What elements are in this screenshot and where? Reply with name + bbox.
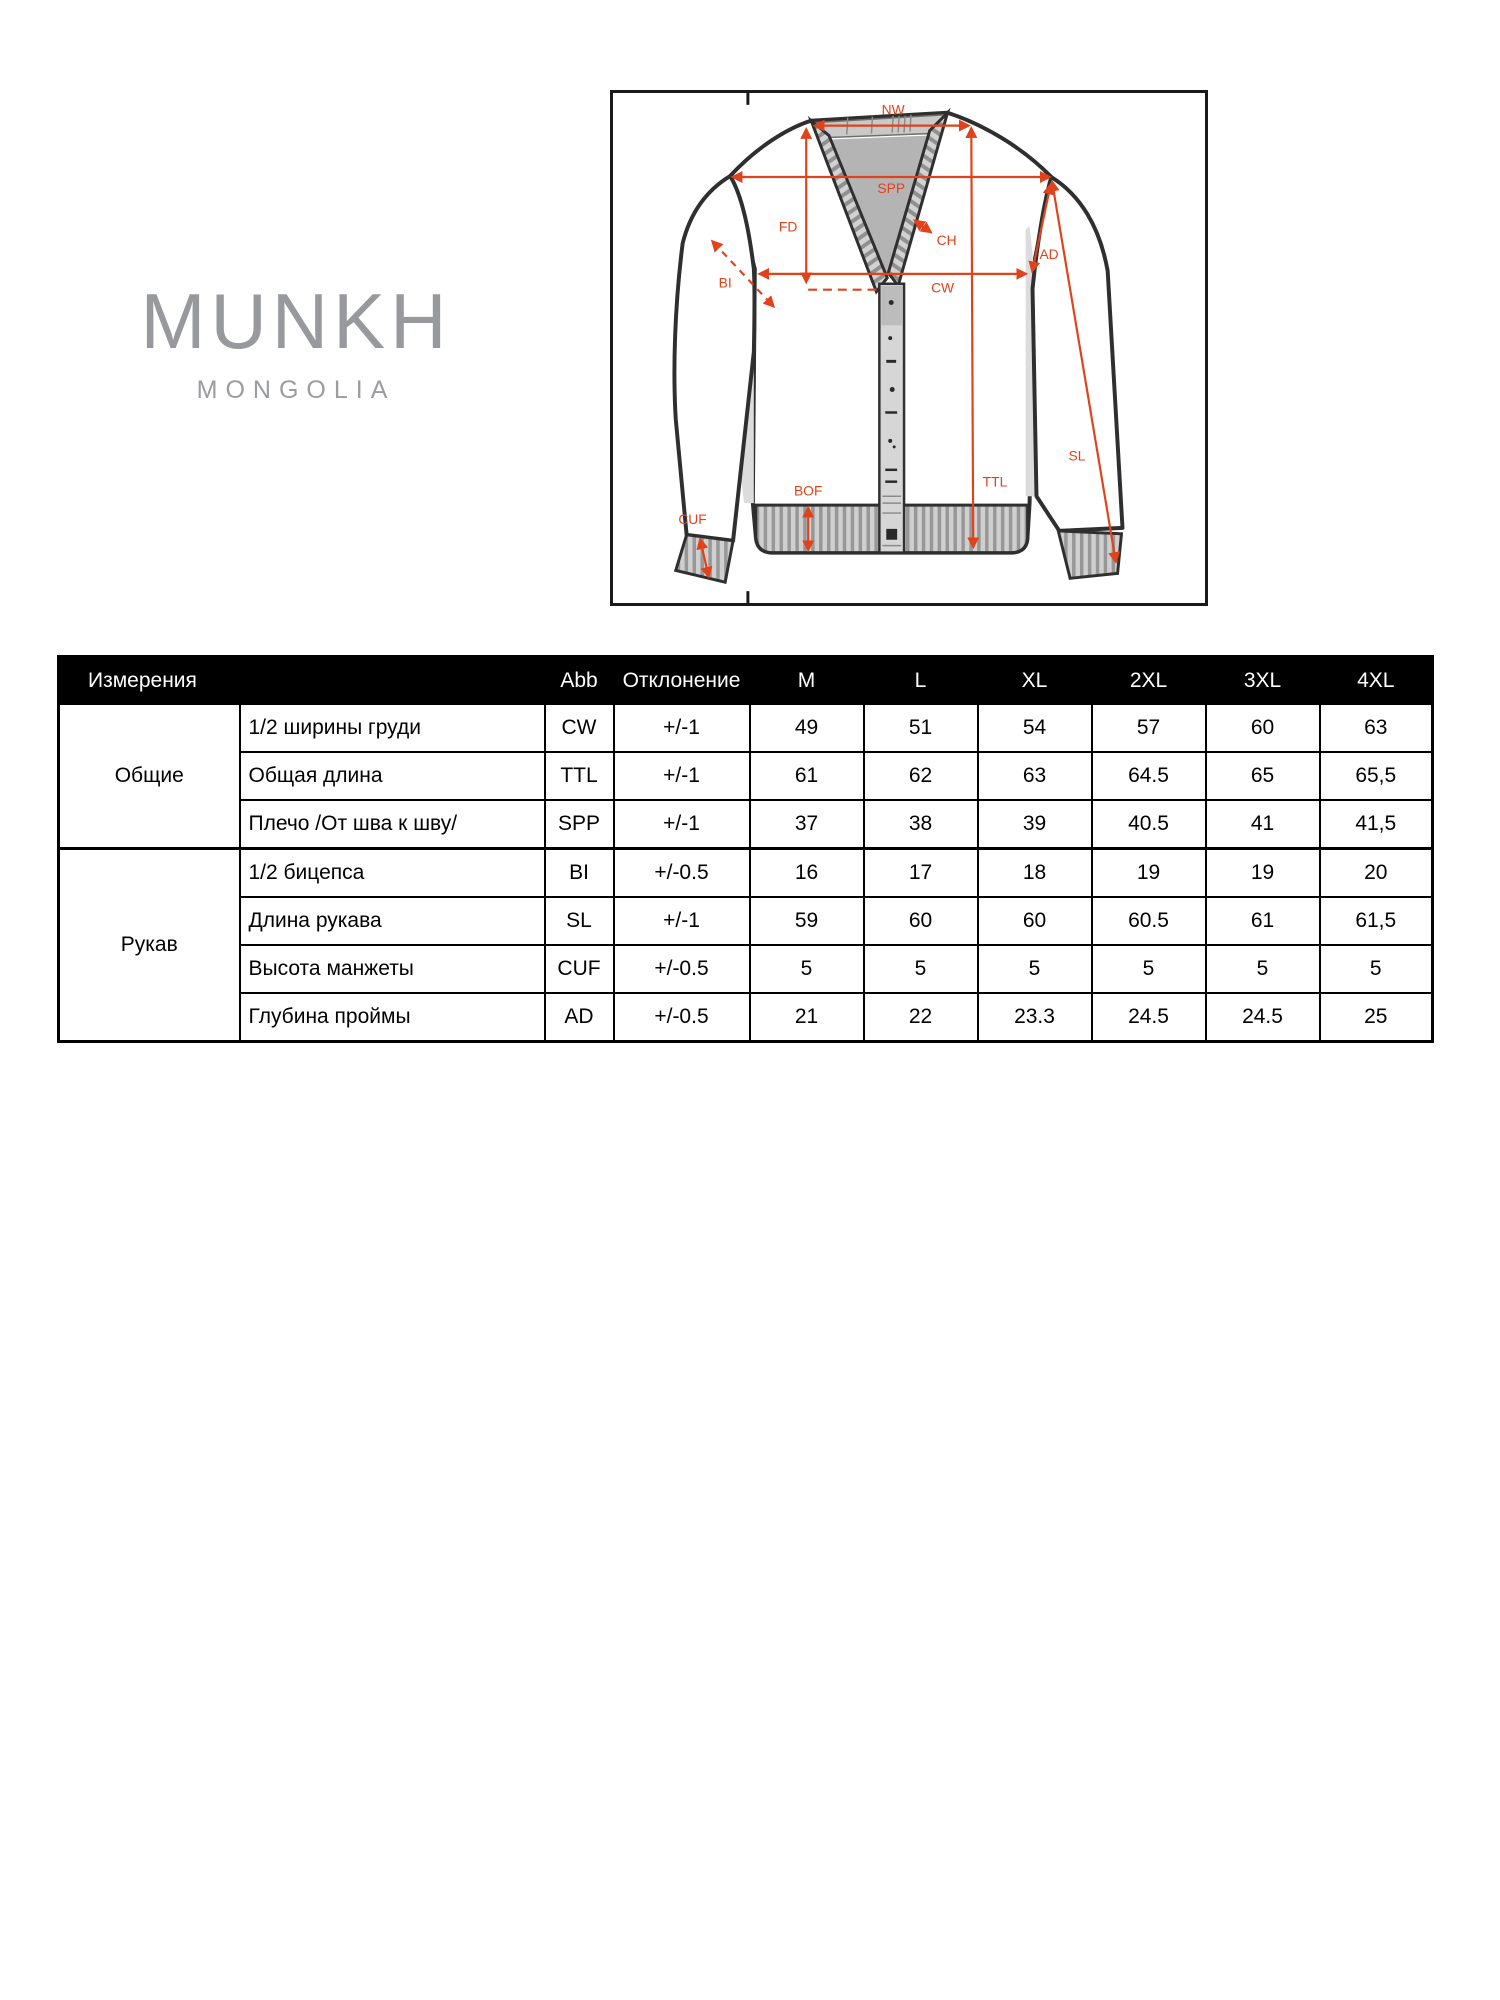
tolerance-cell: +/-1: [614, 704, 750, 752]
tolerance-cell: +/-0.5: [614, 849, 750, 898]
tolerance-cell: +/-1: [614, 752, 750, 800]
value-cell: 25: [1320, 993, 1433, 1042]
measurement-name: Плечо /От шва к шву/: [240, 800, 545, 849]
abb-cell: BI: [545, 849, 614, 898]
value-cell: 20: [1320, 849, 1433, 898]
cardigan-diagram: [613, 93, 1205, 603]
value-cell: 65: [1206, 752, 1320, 800]
value-cell: 22: [864, 993, 978, 1042]
header-measurements: Измерения: [59, 657, 545, 705]
bof-label: BOF: [793, 482, 823, 499]
button-placket: [879, 284, 904, 553]
fd-label: FD: [778, 218, 798, 235]
brand-name: MUNKH: [140, 277, 452, 365]
value-cell: 39: [978, 800, 1092, 849]
brand-logo: [112, 277, 480, 405]
value-cell: 60.5: [1092, 897, 1206, 945]
measurement-name: Глубина проймы: [240, 993, 545, 1042]
value-cell: 60: [1206, 704, 1320, 752]
size-table: [57, 655, 1434, 1043]
tolerance-cell: +/-1: [614, 800, 750, 849]
brand-subtitle: MONGOLIA: [196, 376, 396, 404]
nw-label: NW: [881, 101, 905, 118]
ch-label: CH: [936, 232, 957, 249]
value-cell: 37: [750, 800, 864, 849]
value-cell: 5: [864, 945, 978, 993]
value-cell: 5: [978, 945, 1092, 993]
value-cell: 16: [750, 849, 864, 898]
measurement-name: Длина рукава: [240, 897, 545, 945]
value-cell: 24.5: [1206, 993, 1320, 1042]
value-cell: 18: [978, 849, 1092, 898]
measurement-name: Высота манжеты: [240, 945, 545, 993]
measurement-name: Общая длина: [240, 752, 545, 800]
value-cell: 62: [864, 752, 978, 800]
header-size-2xl: 2XL: [1092, 657, 1206, 705]
cw-label: CW: [931, 279, 955, 296]
table-row: [59, 945, 1433, 993]
header-size-xl: XL: [978, 657, 1092, 705]
value-cell: 38: [864, 800, 978, 849]
value-cell: 65,5: [1320, 752, 1433, 800]
tolerance-cell: +/-0.5: [614, 993, 750, 1042]
cuf-label: CUF: [678, 510, 707, 527]
value-cell: 17: [864, 849, 978, 898]
measurement-name: 1/2 ширины груди: [240, 704, 545, 752]
value-cell: 61,5: [1320, 897, 1433, 945]
value-cell: 63: [1320, 704, 1433, 752]
abb-cell: CUF: [545, 945, 614, 993]
size-diagram: [610, 90, 1208, 606]
ttl-label: TTL: [982, 473, 1008, 490]
value-cell: 23.3: [978, 993, 1092, 1042]
abb-cell: TTL: [545, 752, 614, 800]
value-cell: 59: [750, 897, 864, 945]
spp-label: SPP: [877, 179, 906, 196]
table-row: [59, 800, 1433, 849]
value-cell: 57: [1092, 704, 1206, 752]
table-row: [59, 849, 1433, 898]
header-size-l: L: [864, 657, 978, 705]
abb-cell: AD: [545, 993, 614, 1042]
ad-label: AD: [1039, 246, 1059, 263]
table-header-row: [59, 657, 1433, 705]
header-size-m: M: [750, 657, 864, 705]
table-row: [59, 897, 1433, 945]
value-cell: 21: [750, 993, 864, 1042]
bi-label: BI: [718, 274, 732, 291]
table-row: [59, 993, 1433, 1042]
value-cell: 40.5: [1092, 800, 1206, 849]
value-cell: 61: [1206, 897, 1320, 945]
value-cell: 41,5: [1320, 800, 1433, 849]
value-cell: 19: [1092, 849, 1206, 898]
header-size-3xl: 3XL: [1206, 657, 1320, 705]
value-cell: 5: [1320, 945, 1433, 993]
abb-cell: CW: [545, 704, 614, 752]
value-cell: 61: [750, 752, 864, 800]
value-cell: 49: [750, 704, 864, 752]
header-abb: Abb: [545, 657, 614, 705]
value-cell: 63: [978, 752, 1092, 800]
value-cell: 64.5: [1092, 752, 1206, 800]
value-cell: 51: [864, 704, 978, 752]
group-cell-general: Общие: [59, 704, 240, 849]
table-row: [59, 704, 1433, 752]
header-size-4xl: 4XL: [1320, 657, 1433, 705]
sl-label: SL: [1068, 447, 1086, 464]
value-cell: 41: [1206, 800, 1320, 849]
value-cell: 54: [978, 704, 1092, 752]
table-row: [59, 752, 1433, 800]
value-cell: 24.5: [1092, 993, 1206, 1042]
tolerance-cell: +/-1: [614, 897, 750, 945]
abb-cell: SPP: [545, 800, 614, 849]
tolerance-cell: +/-0.5: [614, 945, 750, 993]
group-cell-sleeve: Рукав: [59, 849, 240, 1042]
value-cell: 19: [1206, 849, 1320, 898]
value-cell: 60: [978, 897, 1092, 945]
abb-cell: SL: [545, 897, 614, 945]
value-cell: 60: [864, 897, 978, 945]
header-tolerance: Отклонение: [614, 657, 750, 705]
value-cell: 5: [1206, 945, 1320, 993]
value-cell: 5: [750, 945, 864, 993]
value-cell: 5: [1092, 945, 1206, 993]
measurement-name: 1/2 бицепса: [240, 849, 545, 898]
